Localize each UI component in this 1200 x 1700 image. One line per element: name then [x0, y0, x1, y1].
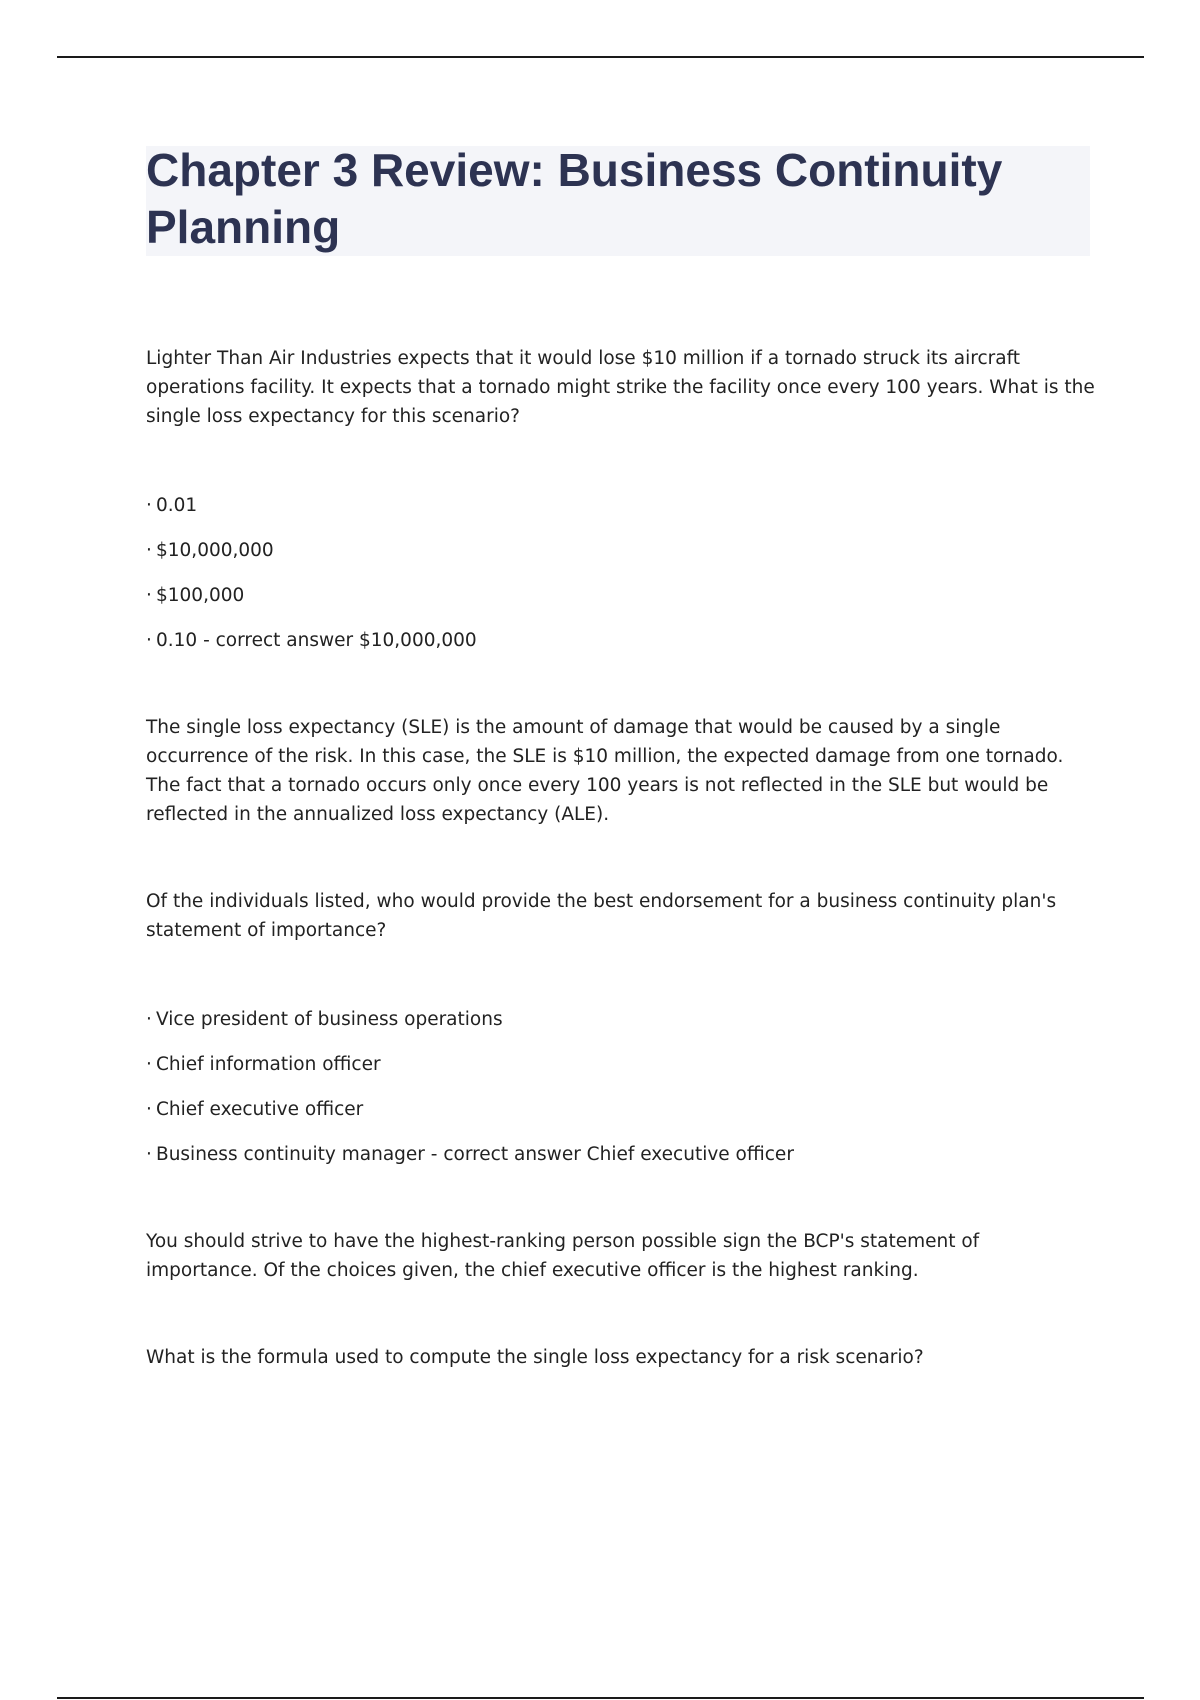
- question-3-prompt: What is the formula used to compute the single loss expectancy for a risk scenario?: [146, 1347, 924, 1368]
- bullet-icon: ·: [146, 540, 152, 561]
- bullet-icon: ·: [146, 1099, 152, 1120]
- question-2-options: [146, 1005, 1096, 1169]
- option-item: · Chief information officer: [146, 1050, 1096, 1079]
- bullet-icon: ·: [146, 1009, 152, 1030]
- question-2-prompt: Of the individuals listed, who would provide the best endorsement for a business continuity plan's statement of importance?: [146, 891, 1057, 941]
- option-item: · $100,000: [146, 581, 1096, 610]
- bullet-icon: ·: [146, 1144, 152, 1165]
- bottom-rule: [57, 1697, 1144, 1699]
- bullet-icon: ·: [146, 1054, 152, 1075]
- bullet-icon: ·: [146, 630, 152, 651]
- page-title: Chapter 3 Review: Business Continuity Planning: [146, 144, 1003, 253]
- document-body: [146, 344, 1096, 1372]
- option-item: · 0.10 - correct answer $10,000,000: [146, 626, 1096, 655]
- top-rule: [57, 56, 1144, 58]
- question-2-explanation: You should strive to have the highest-ranking person possible sign the BCP's statement of importance. Of the choices given, the chief executive officer is the highest ranking.: [146, 1231, 980, 1281]
- question-1-options: [146, 491, 1096, 655]
- option-item: · Business continuity manager - correct answer Chief executive officer: [146, 1140, 1096, 1169]
- question-1-prompt: Lighter Than Air Industries expects that it would lose $10 million if a tornado struck its aircraft operations facility. It expects that a tornado might strike the facility once every 100 years. What is the single loss expectancy for this scenario?: [146, 348, 1095, 427]
- bullet-icon: ·: [146, 585, 152, 606]
- question-1-explanation: The single loss expectancy (SLE) is the amount of damage that would be caused by a single occurrence of the risk. In this case, the SLE is $10 million, the expected damage from one tornado. The fact that a tornado occurs only once every 100 years is not reflected in the SLE but would be reflected in the annualized loss expectancy (ALE).: [146, 717, 1064, 825]
- bullet-icon: ·: [146, 495, 152, 516]
- option-item: · $10,000,000: [146, 536, 1096, 565]
- option-item: · 0.01: [146, 491, 1096, 520]
- option-item: · Chief executive officer: [146, 1095, 1096, 1124]
- option-item: · Vice president of business operations: [146, 1005, 1096, 1034]
